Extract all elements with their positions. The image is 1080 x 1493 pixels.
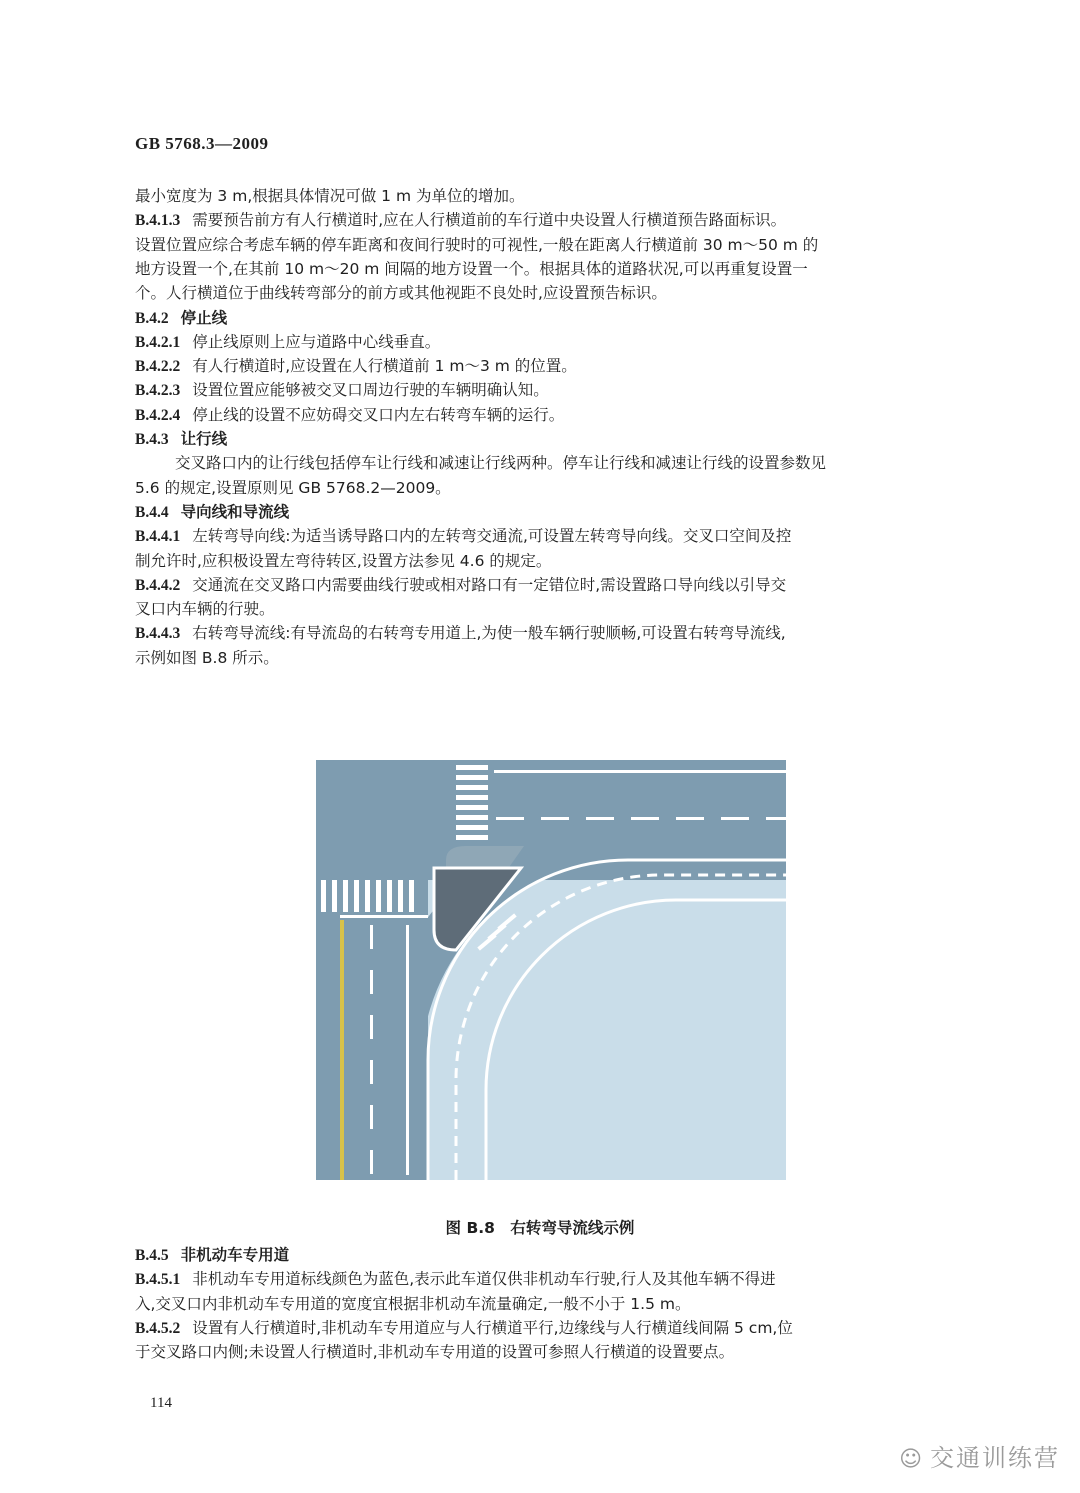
clause-text: 让行线 — [180, 430, 228, 448]
text-line — [135, 1267, 980, 1292]
clause-text: 右转弯导流线:有导流岛的右转弯专用道上,为使一般车辆行驶顺畅,可设置右转弯导流线, — [192, 624, 786, 643]
clause-text: 非机动车专用道 — [180, 1246, 290, 1264]
clause-text: 停止线 — [180, 308, 228, 327]
yellow-center-line — [340, 920, 344, 1180]
text-line — [135, 549, 980, 573]
text-line — [135, 476, 980, 500]
clause-text: 设置位置应能够被交叉口周边行驶的车辆明确认知。 — [192, 381, 549, 400]
text-line — [135, 257, 980, 281]
clause-number: B.4.2.1 — [135, 333, 181, 351]
text-line — [135, 621, 980, 646]
clause-number: B.4.4.3 — [135, 625, 181, 643]
text-line — [135, 208, 980, 233]
text-line — [135, 500, 980, 525]
clause-text: 有人行横道时,应设置在人行横道前 1 m～3 m 的位置。 — [192, 357, 577, 376]
clause-text: 叉口内车辆的行驶。 — [135, 600, 275, 619]
clause-text: 于交叉路口内侧;未设置人行横道时,非机动车专用道的设置可参照人行横道的设置要点。 — [135, 1343, 735, 1362]
clause-text: 个。人行横道位于曲线转弯部分的前方或其他视距不良处时,应设置预告标识。 — [135, 284, 667, 303]
text-line — [135, 184, 980, 208]
clause-number: B.4.5.2 — [135, 1319, 181, 1337]
clause-text: 需要预告前方有人行横道时,应在人行横道前的车行道中央设置人行横道预告路面标识。 — [192, 211, 787, 230]
text-line — [135, 1292, 980, 1316]
text-line — [135, 330, 980, 355]
clause-text: 交叉路口内的让行线包括停车让行线和减速让行线两种。停车让行线和减速让行线的设置参数见 — [175, 454, 827, 473]
text-line — [135, 354, 980, 379]
clause-text: 地方设置一个,在其前 10 m～20 m 间隔的地方设置一个。根据具体的道路状况,可以再重复设置一 — [135, 259, 808, 278]
text-line — [135, 378, 980, 403]
text-line — [135, 1243, 980, 1268]
crosswalk-horizontal — [321, 880, 414, 912]
clause-text: 最小宽度为 3 m,根据具体情况可做 1 m 为单位的增加。 — [135, 187, 525, 205]
clause-number: B.4.1.3 — [135, 212, 181, 230]
text-line — [175, 451, 980, 475]
text-line — [135, 403, 980, 428]
text-line — [135, 281, 980, 305]
figure-caption: 图 B.8 右转弯导流线示例 — [445, 1219, 635, 1237]
text-line — [135, 573, 980, 598]
clause-number: B.4.2 — [135, 309, 169, 327]
clause-text: 停止线原则上应与道路中心线垂直。 — [192, 332, 441, 351]
clause-number: B.4.4.2 — [135, 576, 181, 594]
wechat-icon: ☺ — [899, 1447, 924, 1472]
clause-number: B.4.4.1 — [135, 528, 181, 546]
clause-text: 入,交叉口内非机动车专用道的宽度宜根据非机动车流量确定,一般不小于 1.5 m。 — [135, 1294, 691, 1313]
text-line — [135, 524, 980, 549]
text-line — [135, 1340, 980, 1364]
clause-text: 停止线的设置不应妨碍交叉口内左右转弯车辆的运行。 — [192, 405, 565, 424]
clause-text: 示例如图 B.8 所示。 — [135, 648, 279, 667]
clause-number: B.4.2.4 — [135, 406, 181, 424]
text-line — [135, 597, 980, 621]
clause-text: 5.6 的规定,设置原则见 GB 5768.2—2009。 — [135, 478, 451, 497]
clause-number: B.4.2.2 — [135, 358, 181, 376]
text-line — [135, 1316, 980, 1341]
page-number: 114 — [150, 1395, 172, 1411]
figure-right-turn-channelization — [316, 760, 786, 1180]
document-header: GB 5768.3—2009 — [135, 134, 269, 153]
text-line — [135, 306, 980, 331]
text-line — [135, 646, 980, 670]
clause-text: 导向线和导流线 — [180, 502, 290, 521]
clause-number: B.4.4 — [135, 503, 169, 521]
clause-number: B.4.5.1 — [135, 1271, 181, 1289]
clause-number: B.4.2.3 — [135, 382, 181, 400]
text-line — [135, 427, 980, 452]
watermark — [899, 1438, 1060, 1473]
clause-text: 设置位置应综合考虑车辆的停车距离和夜间行驶时的可视性,一般在距离人行横道前 30 m～50 m 的 — [135, 235, 819, 254]
watermark-text: 交通训练营 — [930, 1444, 1060, 1472]
clause-number: B.4.5 — [135, 1247, 169, 1264]
clause-number: B.4.3 — [135, 431, 169, 448]
clause-text: 非机动车专用道标线颜色为蓝色,表示此车道仅供非机动车行驶,行人及其他车辆不得进 — [192, 1270, 776, 1289]
clause-text: 制允许时,应积极设置左弯待转区,设置方法参见 4.6 的规定。 — [135, 551, 552, 570]
text-line — [135, 233, 980, 257]
clause-text: 左转弯导向线:为适当诱导路口内的左转弯交通流,可设置左转弯导向线。交叉口空间及控 — [192, 527, 792, 546]
clause-text: 交通流在交叉路口内需要曲线行驶或相对路口有一定错位时,需设置路口导向线以引导交 — [192, 575, 787, 594]
clause-text: 设置有人行横道时,非机动车专用道应与人行横道平行,边缘线与人行横道线间隔 5 cm,位 — [192, 1318, 793, 1337]
